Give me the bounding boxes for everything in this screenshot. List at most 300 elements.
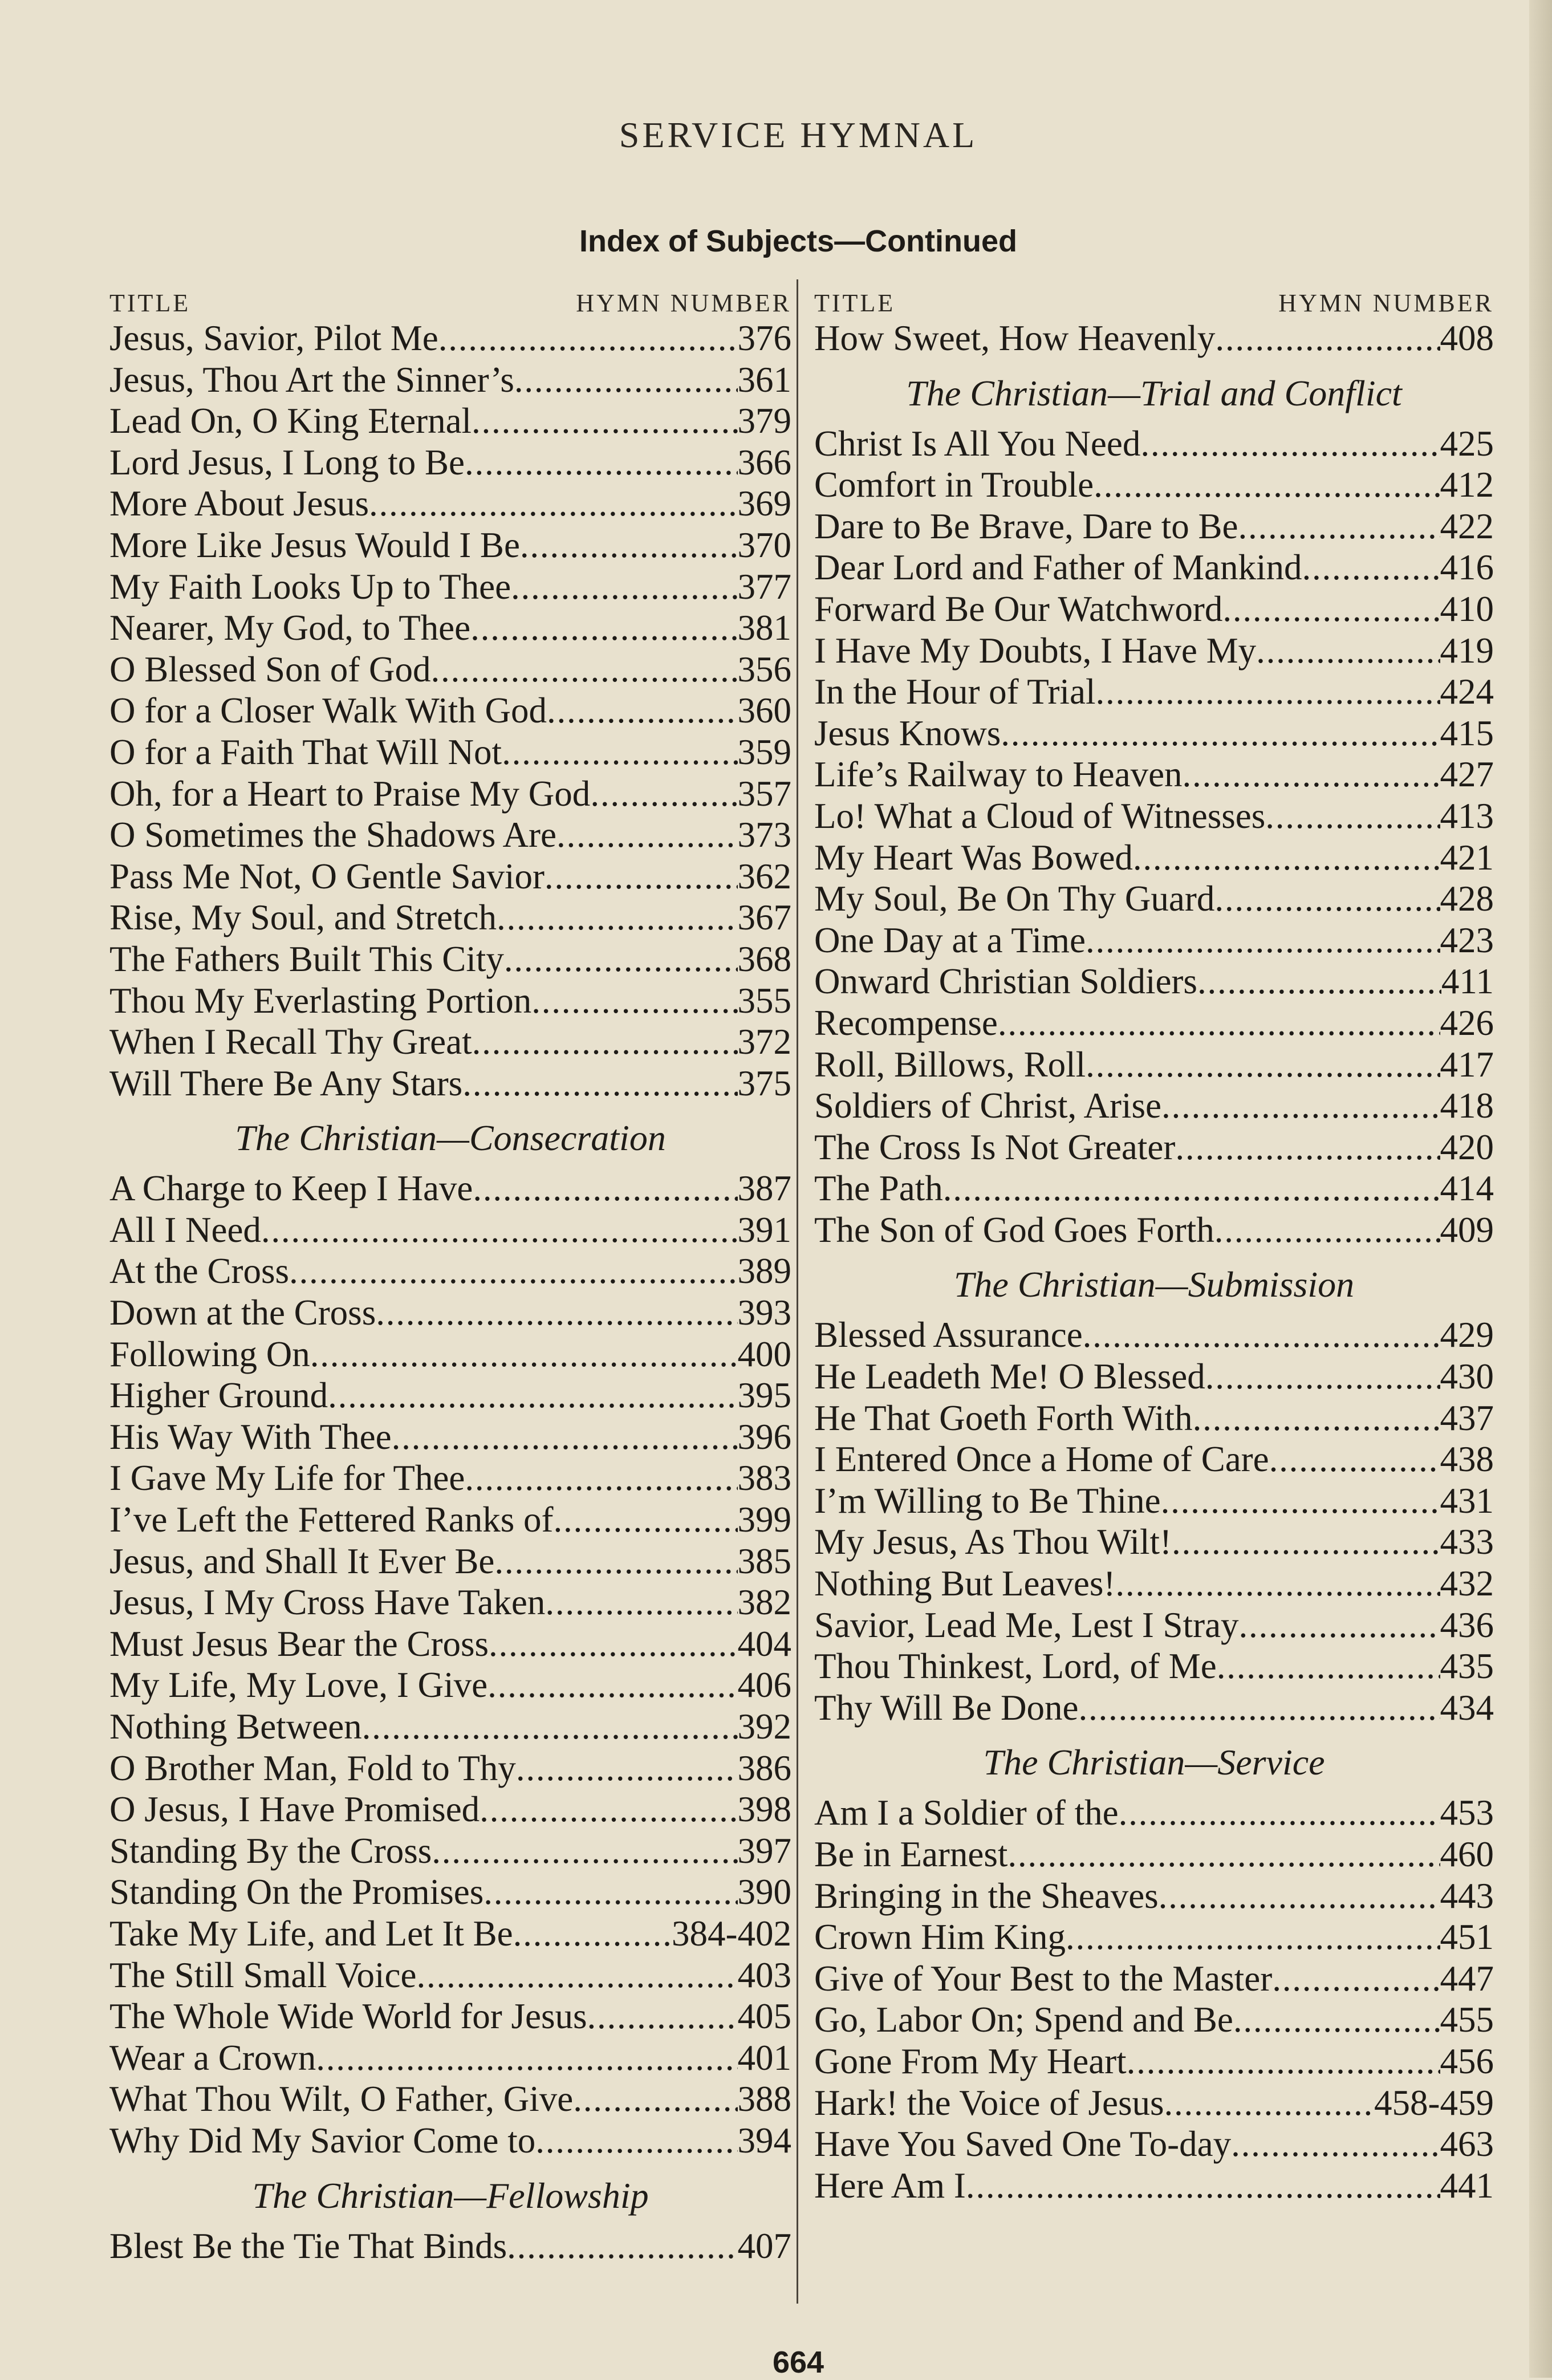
index-entry [814, 464, 1494, 506]
index-entry [814, 920, 1494, 961]
dot-leader [1133, 837, 1440, 879]
hymn-number: 394 [737, 2120, 791, 2160]
dot-leader [432, 1830, 737, 1872]
hymn-number: 463 [1440, 2124, 1494, 2164]
index-entry [109, 1416, 791, 1458]
hymn-number: 413 [1440, 795, 1494, 836]
left-entries-fellowship [109, 2225, 791, 2267]
entry-title: Bringing in the Sheaves [814, 1875, 1159, 1916]
dot-leader [1001, 713, 1440, 754]
entry-title: O for a Closer Walk With God [109, 691, 547, 731]
index-entry [814, 1916, 1494, 1958]
entry-title: Jesus Knows [814, 713, 1001, 753]
hymn-number: 377 [737, 566, 791, 607]
hymn-number: 419 [1440, 630, 1494, 671]
index-entry [109, 980, 791, 1022]
entry-title: The Son of God Goes Forth [814, 1209, 1214, 1250]
index-entry [814, 837, 1494, 879]
index-entry [814, 1127, 1494, 1168]
dot-leader [376, 1292, 737, 1334]
hymn-number: 423 [1440, 920, 1494, 960]
dot-leader [369, 483, 738, 525]
hymn-number: 399 [737, 1500, 791, 1540]
hymn-number: 424 [1440, 672, 1494, 712]
index-entry [814, 1398, 1494, 1439]
dot-leader [1086, 920, 1440, 961]
left-entries-consecration [109, 1168, 791, 2161]
entry-title: Soldiers of Christ, Arise [814, 1086, 1161, 1126]
dot-leader [1197, 961, 1441, 1002]
index-entry [109, 1334, 791, 1375]
entry-title: Thou Thinkest, Lord, of Me [814, 1646, 1217, 1687]
entry-title: Life’s Railway to Heaven [814, 754, 1183, 795]
index-entry [109, 525, 791, 566]
dot-leader [1238, 506, 1440, 547]
hymn-number: 376 [737, 318, 791, 358]
dot-leader [310, 1334, 738, 1375]
hymn-number-label: HYMN NUMBER [576, 289, 791, 317]
hymn-number: 433 [1440, 1522, 1494, 1562]
hymn-number: 396 [737, 1416, 791, 1457]
hymn-number: 422 [1440, 506, 1494, 546]
entry-title: He Leadeth Me! O Blessed [814, 1356, 1205, 1397]
hymn-number: 436 [1440, 1605, 1494, 1645]
hymn-number: 397 [737, 1830, 791, 1871]
index-entry [109, 1021, 791, 1063]
index-entry [814, 630, 1494, 672]
dot-leader [516, 1748, 738, 1789]
dot-leader [1214, 878, 1440, 920]
entry-title: Oh, for a Heart to Praise My God [109, 773, 591, 814]
dot-leader [484, 1871, 737, 1913]
index-entry [814, 547, 1494, 588]
index-entry [814, 878, 1494, 920]
hymn-number: 432 [1440, 1563, 1494, 1604]
index-entry [814, 1999, 1494, 2041]
entry-title: All I Need [109, 1209, 261, 1250]
index-entry [109, 1063, 791, 1104]
index-entry [109, 814, 791, 856]
entry-title: The Whole Wide World for Jesus [109, 1996, 587, 2037]
index-entry [814, 795, 1494, 837]
dot-leader [470, 607, 737, 649]
hymn-number: 389 [737, 1251, 791, 1291]
index-entry [109, 939, 791, 980]
index-entry [109, 1168, 791, 1209]
entry-title: I Gave My Life for Thee [109, 1458, 465, 1498]
dot-leader [1231, 2123, 1440, 2165]
hymn-number: 417 [1440, 1044, 1494, 1085]
hymn-number: 400 [737, 1334, 791, 1374]
entry-title: One Day at a Time [814, 920, 1086, 960]
hymn-number: 390 [737, 1872, 791, 1912]
hymn-number: 393 [737, 1293, 791, 1333]
dot-leader [480, 1789, 737, 1830]
left-column-header [109, 282, 791, 318]
dot-leader [590, 773, 737, 815]
entry-title: Gone From My Heart [814, 2041, 1127, 2081]
entry-title: The Still Small Voice [109, 1955, 417, 1995]
dot-leader [497, 897, 738, 939]
entry-title: Am I a Soldier of the [814, 1793, 1119, 1833]
hymn-number: 453 [1440, 1793, 1494, 1833]
entry-title: Here Am I [814, 2165, 966, 2206]
dot-leader [472, 1021, 738, 1063]
index-entry [109, 732, 791, 773]
right-column [814, 282, 1494, 2206]
dot-leader [1083, 1314, 1440, 1356]
dot-leader [998, 1002, 1440, 1044]
index-entry [109, 1623, 791, 1665]
dot-leader [943, 1168, 1440, 1209]
entry-title: What Thou Wilt, O Father, Give [109, 2079, 574, 2119]
dot-leader [553, 1499, 737, 1541]
dot-leader [511, 566, 737, 608]
index-entry [814, 1209, 1494, 1251]
dot-leader [1302, 547, 1440, 588]
index-entry [814, 1085, 1494, 1127]
index-entry [814, 1687, 1494, 1729]
entry-title: Following On [109, 1334, 310, 1374]
hymn-number: 420 [1440, 1127, 1494, 1167]
dot-leader [1183, 754, 1440, 795]
index-entry [109, 1292, 791, 1334]
hymn-number: 382 [737, 1582, 791, 1623]
entry-title: I’m Willing to Be Thine [814, 1480, 1161, 1521]
entry-title: Be in Earnest [814, 1834, 1008, 1874]
title-label: TITLE [814, 289, 896, 317]
entry-title: Thy Will Be Done [814, 1687, 1079, 1728]
dot-leader [431, 649, 738, 691]
index-entry [109, 1209, 791, 1251]
dot-leader [545, 1582, 737, 1623]
dot-leader [462, 1063, 737, 1104]
page-edge [1529, 0, 1552, 2378]
dot-leader [465, 1457, 737, 1499]
dot-leader [520, 525, 738, 566]
index-entry [109, 400, 791, 442]
entry-title: Take My Life, and Let It Be [109, 1913, 513, 1953]
entry-title: Nearer, My God, to Thee [109, 608, 471, 648]
hymn-number: 443 [1440, 1875, 1494, 1916]
hymn-number: 356 [737, 649, 791, 689]
entry-title: Jesus, Thou Art the Sinner’s [109, 359, 514, 400]
hymn-number: 401 [737, 2037, 791, 2078]
entry-title: My Soul, Be On Thy Guard [814, 879, 1215, 919]
hymn-number: 370 [737, 525, 791, 565]
hymn-number: 398 [737, 1789, 791, 1830]
hymn-number: 409 [1440, 1209, 1494, 1250]
entry-title: Give of Your Best to the Master [814, 1958, 1273, 1999]
dot-leader [513, 1913, 672, 1955]
dot-leader [1127, 2041, 1440, 2082]
left-entries-top [109, 318, 791, 1104]
entry-title: At the Cross [109, 1251, 289, 1291]
right-column-header [814, 282, 1494, 318]
hymn-number: 360 [737, 691, 791, 731]
dot-leader [1193, 1398, 1440, 1439]
index-entry [109, 1582, 791, 1623]
right-entries-submission [814, 1314, 1494, 1728]
entry-title: Onward Christian Soldiers [814, 961, 1197, 1002]
dot-leader [535, 2120, 737, 2162]
section-heading-consecration: The Christian—Consecration [235, 1118, 666, 1159]
hymn-number: 425 [1440, 423, 1494, 464]
entry-title: Standing By the Cross [109, 1830, 432, 1871]
dot-leader [438, 318, 738, 359]
right-entries-trial [814, 423, 1494, 1251]
dot-leader [1215, 318, 1440, 359]
hymn-number: 438 [1440, 1439, 1494, 1480]
hymn-number: 385 [737, 1541, 791, 1581]
right-entries-top [814, 318, 1494, 359]
hymn-number: 366 [737, 442, 791, 482]
dot-leader [487, 1664, 737, 1706]
index-entry [109, 1706, 791, 1748]
dot-leader [1269, 1439, 1440, 1480]
index-entry [109, 483, 791, 525]
hymn-number: 437 [1440, 1398, 1494, 1438]
section-heading-trial: The Christian—Trial and Conflict [906, 372, 1402, 413]
hymn-number: 435 [1440, 1646, 1494, 1687]
entry-title: Pass Me Not, O Gentle Savior [109, 856, 545, 896]
index-entry [814, 1875, 1494, 1917]
entry-title: More About Jesus [109, 484, 369, 524]
index-entry [814, 1002, 1494, 1044]
index-entry [109, 1955, 791, 1996]
entry-title: Dare to Be Brave, Dare to Be [814, 506, 1238, 546]
page-number: 664 [772, 2345, 824, 2379]
index-entry [109, 2078, 791, 2120]
hymn-number: 418 [1440, 1086, 1494, 1126]
index-entry [814, 1044, 1494, 1086]
index-entry [109, 607, 791, 649]
dot-leader [507, 2225, 737, 2267]
index-entry [109, 773, 791, 815]
dot-leader [556, 814, 738, 856]
dot-leader [545, 856, 738, 897]
hymn-number: 368 [737, 939, 791, 979]
hymn-number: 406 [737, 1665, 791, 1705]
hymn-number: 415 [1440, 713, 1494, 753]
entry-title: Jesus, and Shall It Ever Be [109, 1541, 495, 1581]
right-entries-service [814, 1792, 1494, 2206]
index-entry [814, 1646, 1494, 1687]
entry-title: Standing On the Promises [109, 1872, 484, 1912]
dot-leader [1172, 1521, 1440, 1563]
hymn-number: 458-459 [1374, 2082, 1494, 2123]
entry-title: My Faith Looks Up to Thee [109, 566, 511, 607]
hymn-number: 387 [737, 1168, 791, 1209]
hymn-number: 428 [1440, 879, 1494, 919]
index-entry [814, 2165, 1494, 2207]
entry-title: Recompense [814, 1002, 998, 1043]
dot-leader [1094, 464, 1440, 506]
hymn-number: 395 [737, 1375, 791, 1416]
dot-leader [1066, 1916, 1440, 1958]
entry-title: Have You Saved One To-day [814, 2124, 1232, 2164]
entry-title: My Heart Was Bowed [814, 837, 1133, 878]
index-entry [109, 442, 791, 484]
index-entry [109, 1499, 791, 1541]
index-entry [814, 1356, 1494, 1398]
hymn-number: 359 [737, 732, 791, 772]
dot-leader [1007, 1834, 1440, 1875]
hymn-number: 391 [737, 1209, 791, 1250]
hymn-number: 379 [737, 401, 791, 441]
hymn-number: 383 [737, 1458, 791, 1498]
index-entry [109, 1748, 791, 1789]
entry-title: Thou My Everlasting Portion [109, 980, 532, 1021]
dot-leader [494, 1541, 737, 1582]
hymn-number: 386 [737, 1748, 791, 1788]
hymn-number: 411 [1441, 961, 1494, 1002]
index-entry [814, 2082, 1494, 2124]
index-entry [109, 649, 791, 691]
hymn-number: 369 [737, 484, 791, 524]
entry-title: Lead On, O King Eternal [109, 401, 472, 441]
hymn-number: 410 [1440, 588, 1494, 629]
hymn-number: 388 [737, 2079, 791, 2119]
hymn-number: 361 [737, 359, 791, 400]
section-heading-submission: The Christian—Submission [953, 1264, 1355, 1305]
dot-leader [472, 400, 737, 442]
entry-title: His Way With Thee [109, 1416, 392, 1457]
dot-leader [514, 359, 738, 401]
index-entry [814, 1563, 1494, 1605]
hymn-number: 373 [737, 815, 791, 855]
hymn-number: 407 [737, 2225, 791, 2266]
hymn-number: 362 [737, 856, 791, 896]
index-entry [814, 506, 1494, 547]
entry-title: Dear Lord and Father of Mankind [814, 547, 1302, 588]
section-heading-service: The Christian—Service [983, 1742, 1325, 1783]
entry-title: I’ve Left the Fettered Ranks of [109, 1500, 554, 1540]
index-entry [109, 1830, 791, 1872]
entry-title: My Life, My Love, I Give [109, 1665, 488, 1705]
hymn-number: 429 [1440, 1315, 1494, 1355]
section-heading-fellowship: The Christian—Fellowship [252, 2175, 649, 2216]
entry-title: Crown Him King [814, 1917, 1066, 1957]
index-entry [814, 1605, 1494, 1646]
dot-leader [1175, 1127, 1440, 1168]
index-entry [814, 318, 1494, 359]
index-entry [109, 2120, 791, 2162]
dot-leader [328, 1375, 737, 1416]
index-entry [814, 754, 1494, 795]
hymn-number: 404 [737, 1623, 791, 1664]
entry-title: My Jesus, As Thou Wilt! [814, 1522, 1172, 1562]
dot-leader [261, 1209, 738, 1251]
hymn-number: 451 [1440, 1917, 1494, 1957]
entry-title: Savior, Lead Me, Lest I Stray [814, 1605, 1239, 1645]
hymn-number: 375 [737, 1063, 791, 1103]
dot-leader [1161, 1480, 1440, 1522]
index-title: Index of Subjects—Continued [579, 224, 1018, 258]
dot-leader [502, 732, 737, 773]
hymn-number: 430 [1440, 1356, 1494, 1397]
index-entry [109, 1664, 791, 1706]
hymn-number: 412 [1440, 465, 1494, 505]
hymn-number: 381 [737, 608, 791, 648]
index-entry [814, 1168, 1494, 1209]
index-entry [814, 671, 1494, 713]
hymn-number: 392 [737, 1707, 791, 1747]
index-entry [109, 1250, 791, 1292]
index-entry [814, 1834, 1494, 1875]
index-entry [814, 713, 1494, 754]
dot-leader [1214, 1209, 1440, 1251]
entry-title: Higher Ground [109, 1375, 328, 1416]
hymn-number: 455 [1440, 2000, 1494, 2040]
column-divider [797, 279, 798, 2304]
index-entry [109, 1871, 791, 1913]
entry-title: Comfort in Trouble [814, 465, 1094, 505]
index-entry [814, 1439, 1494, 1480]
entry-title: O Jesus, I Have Promised [109, 1789, 480, 1830]
dot-leader [1217, 1646, 1440, 1687]
entry-title: Lord Jesus, I Long to Be [109, 442, 465, 482]
entry-title: O Blessed Son of God [109, 649, 431, 689]
left-column [109, 282, 791, 2267]
index-entry [109, 359, 791, 401]
dot-leader [1233, 1999, 1440, 2041]
running-head: SERVICE HYMNAL [619, 115, 978, 155]
hymn-number: 460 [1440, 1834, 1494, 1874]
index-entry [814, 588, 1494, 630]
dot-leader [1119, 1792, 1440, 1834]
dot-leader [504, 939, 738, 980]
entry-title: Blessed Assurance [814, 1315, 1083, 1355]
entry-title: Christ Is All You Need [814, 423, 1141, 464]
dot-leader [1222, 588, 1440, 630]
dot-leader [465, 442, 738, 484]
index-entry [109, 2225, 791, 2267]
entry-title: Lo! What a Cloud of Witnesses [814, 795, 1266, 836]
dot-leader [573, 2078, 737, 2120]
hymn-number: 357 [737, 773, 791, 814]
dot-leader [416, 1955, 737, 1996]
hymn-number: 414 [1440, 1168, 1494, 1209]
dot-leader [1161, 1085, 1440, 1127]
index-entry [814, 1480, 1494, 1522]
hymn-number: 403 [737, 1955, 791, 1995]
index-entry [109, 1457, 791, 1499]
entry-title: Will There Be Any Stars [109, 1063, 463, 1103]
index-entry [109, 690, 791, 732]
hymn-number: 434 [1440, 1687, 1494, 1728]
entry-title: Hark! the Voice of Jesus [814, 2082, 1164, 2123]
hymn-number: 431 [1440, 1480, 1494, 1521]
entry-title: Must Jesus Bear the Cross [109, 1623, 489, 1664]
dot-leader [289, 1250, 738, 1292]
index-entry [814, 961, 1494, 1002]
entry-title: Nothing Between [109, 1707, 362, 1747]
entry-title: Forward Be Our Watchword [814, 588, 1223, 629]
entry-title: Wear a Crown [109, 2037, 316, 2078]
dot-leader [1164, 2082, 1374, 2124]
index-entry [109, 318, 791, 359]
hymn-number: 416 [1440, 547, 1494, 588]
index-entry [109, 1789, 791, 1830]
dot-leader [1205, 1356, 1440, 1398]
title-label: TITLE [109, 289, 191, 317]
hymn-number: 427 [1440, 754, 1494, 795]
dot-leader [587, 1996, 738, 2037]
index-entry [814, 1521, 1494, 1563]
hymn-number: 372 [737, 1022, 791, 1062]
dot-leader [1115, 1563, 1440, 1605]
